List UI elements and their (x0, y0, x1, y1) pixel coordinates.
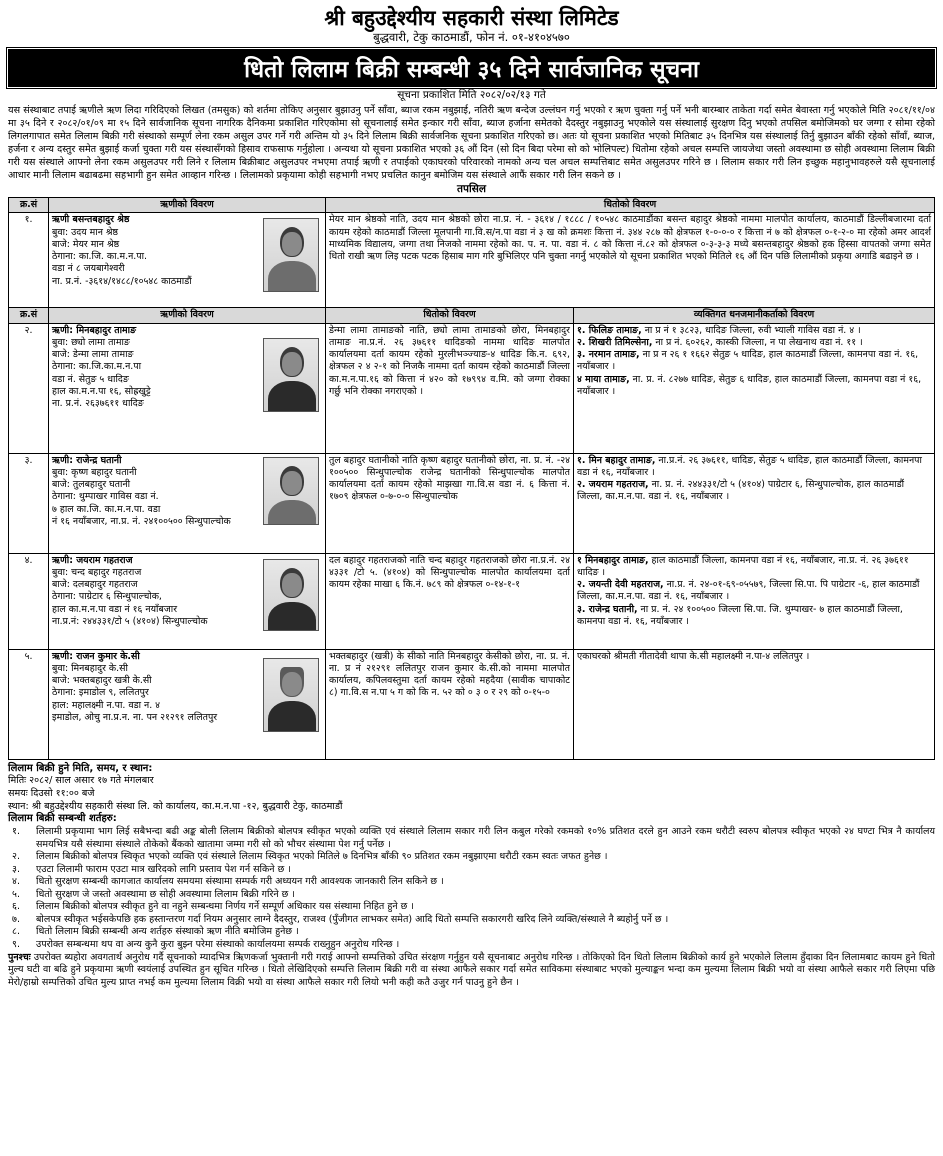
list-item (8, 926, 935, 939)
debtor-line: ना. प्र.नं. २६३७६११ धादिङ (52, 397, 144, 409)
guarantor-entry (577, 325, 931, 337)
debtor-cell (49, 323, 326, 453)
debtor-name: ऋणी: मिनबहादुर तामाङ (52, 324, 137, 336)
term-number: ९. (12, 939, 20, 951)
debtor-line: हाल: महालक्ष्मी न.पा. वडा न. ४ (52, 699, 161, 711)
guarantor-name: २. जयराम गहतराज, (577, 479, 649, 491)
debtor-line: बाजे: दलबहादुर गहतराज (52, 579, 138, 591)
col-sn: क्र.सं (9, 198, 49, 213)
debtor-line: ठेगाना: इमाडोल ९, ललितपुर (52, 687, 149, 699)
postscript (8, 952, 935, 990)
term-text: धितो सुरक्षण सम्बन्धी कागजात कार्यालय समयमा संस्थामा सम्पर्क गरी अध्ययन गरी आवश्यक जानकारी लिन सकिने छ । (36, 876, 444, 888)
debtor-line: ठेगाना: का.जि. का.म.न.पा. (52, 251, 147, 263)
row-sn: १. (9, 213, 49, 308)
guarantor-entry (577, 604, 931, 628)
guarantor-name: ४ माया तामाङ, (577, 373, 630, 385)
debtor-line: ना. प्र.नं. -३६१४/१४८८/१०५४८ काठमाडौं (52, 275, 192, 287)
debtor-line: बाजे: मेयर मान श्रेष्ठ (52, 238, 120, 250)
term-text: धितो लिलाम बिक्री सम्बन्धी अन्य शर्तहरु संस्थाको ऋण नीति बमोजिम हुनेछ । (36, 926, 299, 938)
guarantor-name: ३. राजेन्द्र घतानी, (577, 603, 638, 615)
table-row (9, 649, 935, 759)
term-number: ५. (12, 888, 20, 900)
guarantor-detail: ना प्र. नं. २४ १००५०० जिल्ला सि.पा. जि. थुम्पाखर- ७ हाल काठमाडौं जिल्ला, कामनपा वडा नं. १६, नयाँबजार । (577, 603, 903, 627)
guarantor-name: १ मिनबहादुर तामाङ, (577, 554, 649, 566)
list-item (8, 876, 935, 889)
debtor-line: ठेगाना: का.जि.का.म.न.पा (52, 361, 142, 373)
debtor-line: ठेगाना: थुम्पाखर गाविस वडा नं. (52, 491, 159, 503)
row-sn: २. (9, 323, 49, 453)
terms-list (8, 826, 935, 951)
collateral-cell: मेयर मान श्रेष्ठको नाति, उदय मान श्रेष्ठको छोरा ना.प्र. नं. - ३६१४ / १८८८ / १०५४८ काठमाडौंका बसन्त बहादुर श्रेष्ठको नाममा मालपोत कार्यालय, काठमाडौं डिल्लीबजारमा दर्ता कायम रहेको काठमाडौं जिल्ला मूलपानी गा.वि.स/न.पा वडा नं ३ ख को क्रमशः कित्ता नं. ३४४ २८७ को क्षेत्रफल १-०-०-० र कित्ता नं ७ को क्षेत्रफल ०-१-२-० मा रहेको अमर आदर्श माध्यमिक विद्यालय, जग्गा तथा निजको नाममा रहेको का. प. न. पा. वडा नं. ८ को कित्ता नं.८२ को क्षेत्रफल ०-३-३-३ मध्ये बसन्तबहादुर श्रेष्ठको हक हिस्सा वापतको जग्गा समेत धितो राखी ऋण लिइ पटक पटक हिसाब माग गरि बुभिलिएर पनि चुक्ता नगर्नु भएकोले यो सूचना प्रकाशित भएको मितिले १६ औं दिन पछि लिलामीको प्रकृया अगाडि बढाइने छ । (326, 213, 935, 308)
row-sn: ४. (9, 553, 49, 649)
debtor-photo (263, 338, 319, 412)
org-address: बुद्धवारी, टेकु काठमाडौं, फोन नं. ०१-४१०४५७० (373, 30, 570, 45)
list-item (8, 826, 935, 851)
auction-title: लिलाम बिक्री हुने मिति, समय, र स्थान: (8, 762, 153, 774)
guarantor-entry (577, 651, 931, 663)
term-number: ४. (12, 876, 20, 888)
term-text: उपरोक्त सम्बन्धमा थप वा अन्य कुनै कुरा बुझ्न परेमा संस्थाको कार्यालयमा सम्पर्क राख्नुहुन अनुरोध गरिन्छ । (36, 939, 400, 951)
publication-date: सूचना प्रकाशित मिति २०८२/०२/१३ गते (397, 89, 546, 102)
guarantor-detail: ना प्र नं. ६०२६२, कास्की जिल्ला, न पा लेखनाथ वडा नं. ११ । (652, 336, 863, 348)
debtor-cell (49, 213, 326, 308)
list-item (8, 889, 935, 902)
term-number: ६. (12, 901, 20, 913)
guarantor-entry (577, 349, 931, 373)
col-guarantor: व्यक्तिगत धनजमानीकर्ताको विवरण (574, 308, 935, 323)
debtor-name: ऋणी: राजन कुमार के.सी (52, 650, 140, 662)
debtor-line: वडा नं. सेतुङ ५ धादिङ (52, 373, 129, 385)
debtor-line: हाल का.म.न.पा १६, सोह्रखुट्टे (52, 385, 151, 397)
debtor-table-2 (8, 307, 935, 759)
debtor-line: बाजे: भक्तबहादुर खत्री के.सी (52, 675, 152, 687)
guarantor-detail: ना. प्र. नं. २४४३३१/टो ५ (४१०४) पाग्रेटार ६, सिन्धुपाल्चोक, हाल काठमाडौं जिल्ला, का.म.न.पा. वडा नं. १६, नयाँबजार । (577, 479, 905, 503)
schedule-heading: तपसिल (457, 182, 486, 195)
guarantor-cell (574, 649, 935, 759)
debtor-cell (49, 649, 326, 759)
table-row (9, 323, 935, 453)
guarantor-detail: हाल काठमाडौं जिल्ला, कामनपा वडा नं १६, नयाँबजार, ना.प्र. नं. २६ ३७६११ धादिङ । (577, 554, 909, 578)
guarantor-entry (577, 455, 931, 479)
table-row (9, 553, 935, 649)
guarantor-cell (574, 453, 935, 553)
notice-banner: धितो लिलाम बिक्री सम्बन्धी ३५ दिने सार्वजानिक सूचना (8, 49, 935, 87)
col-collateral: धितोको विवरण (326, 198, 935, 213)
debtor-line: बुवा: मिनबहादुर के.सी (52, 662, 128, 674)
debtor-line: बुवा: उदय मान श्रेष्ठ (52, 226, 119, 238)
list-item (8, 914, 935, 927)
guarantor-detail: ना.प्र.नं. २६ ३७६११, धादिङ, सेतुङ ५ धादिङ, हाल काठमाडौं जिल्ला, कामनपा वडा नं १६, नयाँबजार । (577, 454, 922, 478)
guarantor-entry (577, 479, 931, 503)
guarantor-entry (577, 555, 931, 579)
debtor-line: वडा नं ८ जयबागेश्वरी (52, 263, 125, 275)
debtor-name: ऋणी: राजेन्द्र घतानी (52, 454, 122, 466)
guarantor-detail: ना. प्र. नं. ८२७७ धादिङ, सेतुङ ६ धादिङ, हाल काठमाडौं जिल्ला, कामनपा वडा नं १६, नयाँबजार । (577, 373, 922, 397)
debtor-line: नं १६ नयाँबजार, ना.प्र. नं. २४१००५०० सिन्धुपाल्चोक (52, 515, 231, 527)
debtor-cell (49, 553, 326, 649)
debtor-cell (49, 453, 326, 553)
debtor-line: ठेगाना: पाग्रेटार ६ सिन्धुपाल्चोक, (52, 591, 162, 603)
term-number: १. (12, 826, 20, 838)
table-header-row (9, 198, 935, 213)
col-sn: क्र.सं (9, 308, 49, 323)
guarantor-detail: ना प्र न २६ १ १६६२ सेतुङ ५ धादिङ, हाल काठमाडौं जिल्ला, कामनपा वडा नं. १६, नयाँबजार । (577, 349, 919, 373)
term-text: एउटा लिलामी फाराम एउटा मात्र खरिदको लागि प्रस्ताव पेश गर्न सकिने छ । (36, 863, 291, 875)
debtor-line: बाजे: डेन्मा लामा तामाङ (52, 349, 134, 361)
list-item (8, 939, 935, 952)
debtor-line: बुवा: कृष्ण बहादुर घतानी (52, 466, 137, 478)
term-number: ३. (12, 863, 20, 875)
org-name: श्री बहुउद्देश्यीय सहकारी संस्था लिमिटेड (324, 6, 619, 30)
debtor-line: इमाडोल, ओचु ना.प्र.न. ना. पन २१२९१ ललितपुर (52, 711, 218, 723)
term-number: ७. (12, 913, 20, 925)
col-debtor: ऋणीको विवरण (49, 308, 326, 323)
term-text: लिलाम बिक्रीको बोलपत्र स्विकृत भएको व्यक्ति एवं संस्थाले लिलाम स्विकृत भएको मितिले ७ दिनभित्र बाँकी ९० प्रतिशत रकम नबुझाएमा धरौटी रकम स्वतः जफत हुनेछ । (36, 851, 608, 863)
guarantor-name: २. शिखरी तिमिल्सेना, (577, 336, 653, 348)
row-sn: ५. (9, 649, 49, 759)
col-collateral: धितोको विवरण (326, 308, 574, 323)
table-row (9, 213, 935, 308)
postscript-label: पुनश्चः (8, 951, 31, 963)
debtor-name: ऋणी: जयराम गहतराज (52, 554, 133, 566)
guarantor-detail: एकाघरको श्रीमती गीतादेवी थापा के.सी महालक्ष्मी न.पा-४ ललितपुर । (577, 650, 810, 662)
term-text: लिलामी प्रकृयामा भाग लिई सबैभन्दा बढी अङ्क बोली लिलाम बिक्रीको बोलपत्र स्वीकृत भएको व्यक्ति एवं संस्थाले लिलाम सकार गरी लिन कबुल गरेको रकमको १०% प्रतिशत दरले हुन आउने रकम धरौटी स्वरुप बोलपत्र स्वीकृत भएको २४ घण्टा भित्र नै कार्यालय समयभित्र यसै संस्थामा संस्थाले तोकेको बैंकको खातामा जम्मा गरी सो को भौचर संस्थामा पेश गर्नु पर्नेछ । (36, 826, 935, 850)
guarantor-name: २. जयन्ती देवी महतराज, (577, 579, 664, 591)
row-sn: ३. (9, 453, 49, 553)
guarantor-entry (577, 579, 931, 603)
list-item (8, 901, 935, 914)
collateral-cell: दल बहादुर गहतराजको नाति चन्द बहादुर गहतराजको छोरा ना.प्र.नं. २४ ४३३१ /टो ५. (४१०४) को सिन्धुपाल्चोक मालपोत कार्यालयमा दर्ता कायम रहेका माखा ६ कि.नं. ७८९ को क्षेत्रफल ०-१४-१-१ (326, 553, 574, 649)
list-item (8, 851, 935, 864)
collateral-cell: तुल बहादुर घतानीको नाति कृष्ण बहादुर घतानीको छोरा, ना. प्र. नं. -२४ १००५०० सिन्धुपाल्चोक राजेन्द्र घतानीको सिन्धुपाल्चोक मालपोत कार्यालयमा दर्ता कायम रहेको माझखा गा.वि.स वडा नं. ६ कित्ता नं. १७०९ क्षेत्रफल ०-७-०-० सिन्धुपाल्चोक (326, 453, 574, 553)
guarantor-detail: ना.प्र. नं. २४-०१-६९-०५५७९, जिल्ला सि.पा. पि पाग्रेटार -६, हाल काठमाडौं जिल्ला, का.म.न.पा. वडा नं. १६, नयाँबजार । (577, 579, 920, 603)
debtor-photo (263, 559, 319, 631)
auction-time: समयः दिउसो ११:०० बजे (8, 788, 95, 800)
terms-title: लिलाम बिक्री सम्बन्धी शर्तहरु: (8, 813, 117, 825)
auction-place: स्थान: श्री बहुउद्देश्यीय सहकारी संस्था लि. को कार्यालय, का.म.न.पा -१२, बुद्धवारी टेकु, काठमाडौं (8, 800, 343, 812)
guarantor-detail: ना प्र नं १ ३८२३, धादिङ जिल्ला, रुवी भ्याली गाविस वडा नं. ४ । (641, 324, 861, 336)
debtor-line: ७ हाल का.जि. का.म.न.पा. वडा (52, 503, 161, 515)
list-item (8, 864, 935, 877)
table-header-row (9, 308, 935, 323)
term-text: धितो सुरक्षण जे जस्तो अवस्थामा छ सोही अवस्थामा लिलाम बिक्री गरिने छ । (36, 888, 295, 900)
postscript-text: उपरोक्त ब्यहोरा अवगतार्थ अनुरोध गर्दै सूचनाको म्यादभित्र ऋिणकर्जा भुक्तानी गरी गराई आफ्नो सम्पत्तिको उचित संरक्षण गर्नुहुन यसै सूचनाबाट अनुरोध गरिन्छ । तोकिएको दिन धितो लिलाम बिक्रीको कार्य हुने भएकोले लिलाम हुँदाका दिन लिलामबाट कायम हुने धितो मुल्य घटी वा बढि हुने प्रकृयामा ऋणी स्वयंलाई उपस्थित हुन सूचित गरिन्छ । धितो लेखिदिएको सम्पत्ति लिलाम बिक्री गरी वा संस्था आफैले सकार गर्दा समेत साविकमा संस्थाबाट भएको मुल्याङ्कन भन्दा कम मुल्यमा लिलाम बिक्री भयो वा संस्था आफैले सकार गरी लिएमा पछि मेरो/हाम्रो सम्पत्तिको उचित मुल्य प्राप्त नभई कम मुल्यमा लिलाम विक्री भयो वा संस्था आफैले सकार गरी लियो भनी कही कतै उजुर गर्न पाउनु हुने छैन । (8, 951, 935, 988)
debtor-line: बुवा: चन्द बहादुर गहतराज (52, 566, 142, 578)
term-number: ८. (12, 926, 20, 938)
debtor-table-1 (8, 197, 935, 308)
intro-paragraph: यस संस्थाबाट तपाई ऋणीले ऋण लिदा गरिदिएको लिखत (तमसुक) को शर्तमा तोकिए अनुसार बुझाउनु पर्ने साँवा, ब्याज रकम नबुझाई, नतिरी ऋण बन्देज उल्लंघन गर्नु भएको र ऋण चुक्ता गर्नु पर्ने भनी बारम्बार ताकेता गर्दा समेत बेवास्ता गर्नु भएकोले मिति २०८१/११/०४ मा ३५ दिने र २०८२/०१/०९ मा १५ दिने सार्वजानिक सूचना नागरिक दैनिकमा प्रकाशित गरिएकोमा सो सूचनालाई समेत इन्कार गरी साँवा, ब्याज हर्जाना समेतको दैदस्तुर नबुझाउनु भएकोले यस संस्थालाई सुरक्षण दिनु भएको तपसिल बमोजिमको घर जग्गा र सोमा रहेको लिगलगापात समेत लिलाम बिक्री गरी संस्थाको सम्पूर्ण लेना रकम असुल उपर गर्ने गरी अन्तिम यो ३५ दिने लिलाम बिक्री सार्वजनिक सूचना प्रकाशित गरिएको छ। अतः यो सूचना प्रकाशित भएको मितिबाट ३५ दिनभित्र यस संस्थालाई तिर्नु बुझाउन बाँकी रहेको साँवाँ, ब्याज, हर्जना र अन्य दस्तुर समेत बुझाई कर्जा चुक्ता गरी यस संस्थासँगको हिसाव राफसाफ गर्नुहोला । अन्यथा यो सूचना प्रकाशित भएको ३६ औं दिन (सो दिन बिदा परेमा सो को भोलिपल्ट) धितोमा रहेको अचल सम्पत्ति जायजेथा जस्तो अवस्थामा छ सोही अवस्थामा लिलाम बिक्री गरी यस संस्थाले आफ्नो लेना रकम असुलउपर गरी लिने र लिलाम बिक्रीबाट असुलउपर नभएमा तपाई ऋणी र तपाईको एकाघरको परिवारको नामको अन्य चल अचल सम्पत्तिबाट समेत असुलउपर गरिने छ । लिलाम सकार गरी लिन इच्छुक महानुभावहरुले यसै सूचनालाई आधार मानी लिलाम बढाबढमा सहभागी हुन समेत आव्हान गरिन्छ । लिलामको प्रकृयामा कोही सहभागी नभए प्रचलित कानुन बमोजिम यस संस्थाले आफैं सकार गरी लिन सकने छ । (8, 104, 936, 181)
debtor-line: बाजे: तुलबहादुर घतानी (52, 479, 131, 491)
debtor-line: हाल का.म.न.पा वडा नं १६ नयाँबजार (52, 603, 178, 615)
debtor-photo (263, 658, 319, 732)
debtor-photo (263, 457, 319, 525)
debtor-name: ऋणी बसन्तबहादुर श्रेष्ठ (52, 214, 130, 226)
collateral-cell: भक्तबहादुर (खत्री) के सीको नाति मिनबहादुर केसीको छोरा, ना. प्र. नं. ना. प्र नं २१२९१ ललितपुर राजन कुमार के.सी.को नाममा मालपोत कार्यालय, कपिलवस्तुमा दर्ता कायम रहेको महदैया (सावीक चापाकोट ८) गा.वि.स न.पा ५ ग को कि न. ५२ को ० ३ ० र २९ को ०-१५-० (326, 649, 574, 759)
debtor-line: ना.प्र.नं: २४४३३१/टो ५ (४१०४) सिन्धुपाल्चोक (52, 615, 208, 627)
table-row (9, 453, 935, 553)
term-text: लिलाम बिक्रीको बोलपत्र स्वीकृत हुने वा नहुने सम्बन्धमा निर्णय गर्ने सम्पूर्ण अधिकार यस संस्थामा निहित हुने छ । (36, 901, 414, 913)
guarantor-cell (574, 323, 935, 453)
collateral-cell: डेन्मा लामा तामाङको नाति, छ्यो लामा तामाङको छोरा, मिनबहादुर तामाङ ना.प्र.नं. २६ ३७६११ धादिङको नाममा धादिङ मालपोत कार्यालयमा दर्ता कायम रहेको मुरलीभञ्ज्याङ-४ धादिङ कि.न. ६९२, क्षेत्रफल २ ४ २-१ को निजकै नाममा दर्ता कायम रहेको काठमाडौं जिल्ला का.म.न.पा.१६ को कित्ता नं ४२० को १७९९४ व.मि. को जग्गा रोक्का गर्छु भनि रोक्का नगराएको । (326, 323, 574, 453)
guarantor-name: १. मिन बहादुर तामाङ, (577, 454, 656, 466)
guarantor-cell (574, 553, 935, 649)
term-number: २. (12, 851, 20, 863)
guarantor-name: १. फिलिङ तामाङ, (577, 324, 642, 336)
debtor-line: बुवा: छ्यो लामा तामाङ (52, 336, 130, 348)
guarantor-entry (577, 374, 931, 398)
guarantor-entry (577, 337, 931, 349)
col-debtor: ऋणीको विवरण (49, 198, 326, 213)
guarantor-name: ३. नरमान तामाङ, (577, 349, 640, 361)
debtor-photo (263, 218, 319, 292)
auction-date: मितिः २०८२/ साल असार १७ गते मंगलबार (8, 775, 154, 787)
term-text: बोलपत्र स्वीकृत भईसकेपछि हक हस्तान्तरण गर्दा नियम अनुसार लाग्ने दैदस्तुर, राजश्व (पुँजीगत लाभकर समेत) आदि धितो सम्पत्ति सकारगरी खरिद लिने व्यक्ति/संस्थाले नै ब्यहोर्नु पर्ने छ । (36, 913, 669, 925)
